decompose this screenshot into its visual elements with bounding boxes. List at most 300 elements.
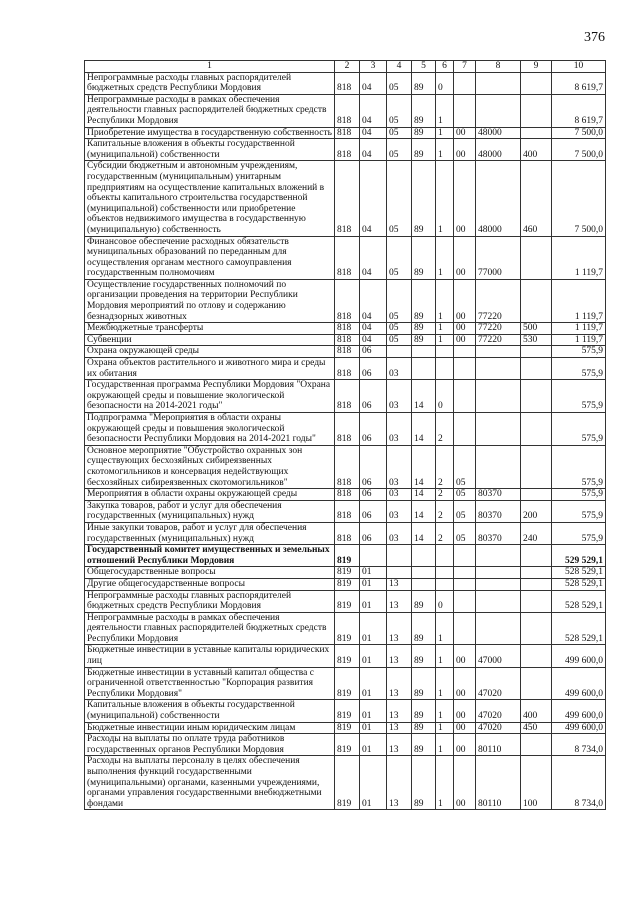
activity-cell: 05 [454,445,476,488]
program-cell: 14 [412,489,436,501]
ministry-code-cell: 819 [335,756,360,810]
item-name-cell: Охрана объектов растительного и животного мира и среды их обитания [85,358,335,380]
subprogram-cell [436,358,454,380]
direction-cell [476,380,521,413]
direction-cell [476,612,521,645]
activity-cell [454,346,476,358]
table-row [85,72,606,94]
subprogram-cell: 2 [436,522,454,544]
activity-cell: 00 [454,139,476,161]
subprogram-cell: 1 [436,94,454,127]
item-name-cell: Закупка товаров, работ и услуг для обеспечения государственных (муниципальных) нужд [85,500,335,522]
expense-type-cell: 200 [521,500,552,522]
program-cell: 89 [412,139,436,161]
subsection-cell: 13 [387,700,412,722]
table-row [85,722,606,734]
activity-cell [454,358,476,380]
program-cell: 89 [412,334,436,346]
ministry-code-cell: 818 [335,279,360,322]
amount-cell: 8 619,7 [552,94,606,127]
amount-cell: 575,9 [552,522,606,544]
amount-cell: 499 600,0 [552,700,606,722]
amount-cell: 528 529,1 [552,578,606,590]
direction-cell [476,413,521,446]
subsection-cell [387,545,412,567]
section-cell: 01 [360,645,387,667]
program-cell: 89 [412,323,436,335]
table-row [85,127,606,139]
program-cell: 89 [412,700,436,722]
subsection-cell: 03 [387,358,412,380]
amount-cell: 575,9 [552,380,606,413]
subprogram-cell: 1 [436,323,454,335]
activity-cell: 00 [454,722,476,734]
column-header: 10 [552,61,606,73]
expense-type-cell [521,346,552,358]
ministry-code-cell: 818 [335,323,360,335]
section-cell: 06 [360,489,387,501]
activity-cell [454,380,476,413]
ministry-code-cell: 818 [335,346,360,358]
activity-cell [454,413,476,446]
subprogram-cell: 1 [436,139,454,161]
section-cell: 06 [360,346,387,358]
section-cell: 01 [360,567,387,579]
subprogram-cell: 0 [436,380,454,413]
table-row [85,334,606,346]
ministry-code-cell: 819 [335,590,360,612]
item-name-cell: Бюджетные инвестиции иным юридическим лицам [85,722,335,734]
amount-cell: 8 734,0 [552,734,606,756]
direction-cell [476,72,521,94]
subsection-cell: 13 [387,578,412,590]
program-cell: 14 [412,413,436,446]
program-cell: 14 [412,380,436,413]
expense-type-cell: 460 [521,161,552,236]
expense-type-cell [521,358,552,380]
expense-type-cell: 400 [521,700,552,722]
ministry-code-cell: 818 [335,139,360,161]
program-cell: 89 [412,72,436,94]
direction-cell [476,94,521,127]
program-cell [412,545,436,567]
direction-cell [476,590,521,612]
section-cell: 06 [360,500,387,522]
item-name-cell: Государственный комитет имущественных и земельных отношений Республики Мордовия [85,545,335,567]
ministry-code-cell: 819 [335,722,360,734]
expense-type-cell: 240 [521,522,552,544]
expense-type-cell [521,94,552,127]
table-row [85,323,606,335]
subsection-cell: 13 [387,667,412,700]
expense-type-cell [521,734,552,756]
item-name-cell: Капитальные вложения в объекты государственной (муниципальной) собственности [85,139,335,161]
table-row [85,590,606,612]
subsection-cell: 05 [387,236,412,279]
column-header: 6 [436,61,454,73]
subsection-cell [387,346,412,358]
amount-cell: 1 119,7 [552,334,606,346]
ministry-code-cell: 818 [335,380,360,413]
section-cell: 04 [360,334,387,346]
ministry-code-cell: 819 [335,612,360,645]
amount-cell: 528 529,1 [552,612,606,645]
table-row [85,489,606,501]
item-name-cell: Финансовое обеспечение расходных обязательств муниципальных образований по переданным для осуществления органам местного самоуправления государственным полномочиям [85,236,335,279]
amount-cell: 528 529,1 [552,567,606,579]
amount-cell: 7 500,0 [552,139,606,161]
section-cell: 06 [360,413,387,446]
table-body [85,72,606,810]
ministry-code-cell: 819 [335,578,360,590]
activity-cell [454,567,476,579]
expense-type-cell [521,279,552,322]
ministry-code-cell: 818 [335,489,360,501]
activity-cell: 00 [454,645,476,667]
table-row [85,500,606,522]
direction-cell: 47000 [476,645,521,667]
subsection-cell: 03 [387,500,412,522]
program-cell: 89 [412,94,436,127]
column-header: 8 [476,61,521,73]
program-cell [412,578,436,590]
subprogram-cell: 1 [436,334,454,346]
amount-cell: 575,9 [552,500,606,522]
section-cell: 01 [360,667,387,700]
direction-cell: 80370 [476,489,521,501]
ministry-code-cell: 818 [335,334,360,346]
item-name-cell: Основное мероприятие "Обустройство охранных зон существующих бесхозяйных сибиреязвенных скотомогильников и консервация недействующих бесхозяйных сибиреязвенных скотомогильников" [85,445,335,488]
section-cell: 06 [360,522,387,544]
direction-cell: 48000 [476,161,521,236]
table-row [85,522,606,544]
activity-cell: 05 [454,500,476,522]
item-name-cell: Непрограммные расходы главных распорядителей бюджетных средств Республики Мордовия [85,590,335,612]
expense-type-cell [521,612,552,645]
amount-cell: 575,9 [552,413,606,446]
program-cell: 89 [412,161,436,236]
direction-cell [476,567,521,579]
ministry-code-cell: 819 [335,734,360,756]
subprogram-cell [436,545,454,567]
subprogram-cell [436,578,454,590]
direction-cell: 77220 [476,279,521,322]
direction-cell [476,445,521,488]
direction-cell: 47020 [476,700,521,722]
ministry-code-cell: 818 [335,127,360,139]
column-header: 7 [454,61,476,73]
subprogram-cell: 1 [436,756,454,810]
column-header: 3 [360,61,387,73]
subprogram-cell: 1 [436,612,454,645]
item-name-cell: Субсидии бюджетным и автономным учреждениям, государственным (муниципальным) унитарным предприятиям на осуществление капитальных вложений в объекты капитального строительства государственной (муниципальной) собственности или приобретение объектов недвижимого имущества в государственную (муниципальную) собственность [85,161,335,236]
subprogram-cell: 1 [436,667,454,700]
expense-type-cell [521,489,552,501]
activity-cell: 00 [454,334,476,346]
table-row [85,161,606,236]
direction-cell [476,358,521,380]
section-cell: 01 [360,612,387,645]
activity-cell: 00 [454,279,476,322]
subprogram-cell [436,567,454,579]
section-cell: 04 [360,279,387,322]
subprogram-cell: 1 [436,722,454,734]
ministry-code-cell: 818 [335,72,360,94]
subprogram-cell: 2 [436,489,454,501]
item-name-cell: Непрограммные расходы в рамках обеспечения деятельности главных распорядителей бюджетных средств Республики Мордовия [85,94,335,127]
item-name-cell: Подпрограмма "Мероприятия в области охраны окружающей среды и повышения экологической безопасности Республики Мордовия на 2014-2021 годы" [85,413,335,446]
section-cell: 06 [360,358,387,380]
program-cell: 89 [412,236,436,279]
amount-cell: 499 600,0 [552,722,606,734]
section-cell: 06 [360,445,387,488]
section-cell [360,545,387,567]
table-row [85,578,606,590]
table-row [85,734,606,756]
subsection-cell: 03 [387,522,412,544]
program-cell: 89 [412,722,436,734]
direction-cell: 47020 [476,667,521,700]
ministry-code-cell: 819 [335,645,360,667]
item-name-cell: Осуществление государственных полномочий по организации проведения на территории Республики Мордовия мероприятий по отлову и содержанию безнадзорных животных [85,279,335,322]
table-row [85,756,606,810]
ministry-code-cell: 818 [335,500,360,522]
table-row [85,346,606,358]
activity-cell [454,545,476,567]
section-cell: 01 [360,700,387,722]
activity-cell [454,612,476,645]
ministry-code-cell: 819 [335,545,360,567]
column-header: 2 [335,61,360,73]
amount-cell: 499 600,0 [552,645,606,667]
subprogram-cell: 0 [436,72,454,94]
expense-type-cell [521,445,552,488]
section-cell: 04 [360,139,387,161]
program-cell: 89 [412,590,436,612]
subsection-cell: 05 [387,72,412,94]
item-name-cell: Государственная программа Республики Мордовия "Охрана окружающей среды и повышение экологической безопасности на 2014-2021 годы" [85,380,335,413]
item-name-cell: Межбюджетные трансферты [85,323,335,335]
direction-cell: 77220 [476,323,521,335]
ministry-code-cell: 818 [335,522,360,544]
item-name-cell: Приобретение имущества в государственную собственность [85,127,335,139]
expense-type-cell [521,72,552,94]
subsection-cell: 05 [387,279,412,322]
direction-cell: 80370 [476,500,521,522]
subprogram-cell: 1 [436,127,454,139]
program-cell [412,346,436,358]
direction-cell: 80110 [476,756,521,810]
program-cell: 89 [412,612,436,645]
expense-type-cell: 450 [521,722,552,734]
section-cell: 04 [360,72,387,94]
table-row [85,139,606,161]
item-name-cell: Мероприятия в области охраны окружающей среды [85,489,335,501]
item-name-cell: Расходы на выплаты персоналу в целях обеспечения выполнения функций государственными (муниципальными) органами, казенными учреждениями, органами управления государственными внебюджетными фондами [85,756,335,810]
subprogram-cell: 2 [436,500,454,522]
amount-cell: 8 619,7 [552,72,606,94]
subsection-cell: 03 [387,380,412,413]
activity-cell: 00 [454,734,476,756]
activity-cell [454,578,476,590]
subprogram-cell: 1 [436,161,454,236]
expense-type-cell: 100 [521,756,552,810]
activity-cell: 00 [454,667,476,700]
table-row [85,380,606,413]
budget-table [84,60,606,810]
subsection-cell: 03 [387,413,412,446]
table-row [85,236,606,279]
program-cell [412,567,436,579]
expense-type-cell [521,236,552,279]
subprogram-cell: 1 [436,279,454,322]
expense-type-cell: 400 [521,139,552,161]
expense-type-cell [521,590,552,612]
expense-type-cell [521,667,552,700]
column-header: 4 [387,61,412,73]
program-cell [412,358,436,380]
expense-type-cell [521,127,552,139]
subsection-cell [387,567,412,579]
subprogram-cell: 1 [436,236,454,279]
subsection-cell: 03 [387,489,412,501]
activity-cell: 00 [454,323,476,335]
amount-cell: 529 529,1 [552,545,606,567]
activity-cell: 05 [454,522,476,544]
section-cell: 01 [360,734,387,756]
amount-cell: 575,9 [552,489,606,501]
program-cell: 89 [412,734,436,756]
section-cell: 01 [360,590,387,612]
subprogram-cell [436,346,454,358]
expense-type-cell [521,567,552,579]
subsection-cell: 05 [387,127,412,139]
subprogram-cell: 2 [436,445,454,488]
direction-cell [476,545,521,567]
table-header-row [85,61,606,73]
amount-cell: 528 529,1 [552,590,606,612]
section-cell: 01 [360,722,387,734]
subsection-cell: 03 [387,445,412,488]
amount-cell: 8 734,0 [552,756,606,810]
activity-cell: 00 [454,756,476,810]
direction-cell [476,578,521,590]
expense-type-cell [521,578,552,590]
program-cell: 89 [412,279,436,322]
table-row [85,413,606,446]
ministry-code-cell: 818 [335,94,360,127]
item-name-cell: Охрана окружающей среды [85,346,335,358]
section-cell: 04 [360,161,387,236]
item-name-cell: Капитальные вложения в объекты государственной (муниципальной) собственности [85,700,335,722]
program-cell: 14 [412,445,436,488]
amount-cell: 499 600,0 [552,667,606,700]
column-header: 5 [412,61,436,73]
direction-cell: 77000 [476,236,521,279]
activity-cell: 00 [454,161,476,236]
activity-cell: 05 [454,489,476,501]
item-name-cell: Другие общегосударственные вопросы [85,578,335,590]
direction-cell: 80110 [476,734,521,756]
subsection-cell: 05 [387,334,412,346]
program-cell: 89 [412,756,436,810]
subsection-cell: 05 [387,94,412,127]
subsection-cell: 13 [387,612,412,645]
expense-type-cell [521,645,552,667]
item-name-cell: Субвенции [85,334,335,346]
direction-cell: 48000 [476,127,521,139]
table-row [85,358,606,380]
column-header: 1 [85,61,335,73]
table-row [85,279,606,322]
item-name-cell: Непрограммные расходы главных распорядителей бюджетных средств Республики Мордовия [85,72,335,94]
table-row [85,545,606,567]
item-name-cell: Расходы на выплаты по оплате труда работников государственных органов Республики Мордовия [85,734,335,756]
subprogram-cell: 0 [436,590,454,612]
subprogram-cell: 1 [436,645,454,667]
expense-type-cell [521,545,552,567]
table-row [85,612,606,645]
amount-cell: 575,9 [552,445,606,488]
amount-cell: 7 500,0 [552,161,606,236]
ministry-code-cell: 818 [335,445,360,488]
page-number: 376 [584,30,605,45]
program-cell: 89 [412,645,436,667]
section-cell: 04 [360,236,387,279]
amount-cell: 7 500,0 [552,127,606,139]
subsection-cell: 13 [387,756,412,810]
table-row [85,567,606,579]
expense-type-cell: 530 [521,334,552,346]
table-row [85,445,606,488]
amount-cell: 1 119,7 [552,323,606,335]
activity-cell [454,72,476,94]
ministry-code-cell: 819 [335,667,360,700]
expense-type-cell [521,413,552,446]
item-name-cell: Общегосударственные вопросы [85,567,335,579]
subsection-cell: 13 [387,722,412,734]
item-name-cell: Иные закупки товаров, работ и услуг для обеспечения государственных (муниципальных) нужд [85,522,335,544]
amount-cell: 575,9 [552,346,606,358]
subprogram-cell: 1 [436,700,454,722]
direction-cell: 47020 [476,722,521,734]
activity-cell [454,590,476,612]
ministry-code-cell: 818 [335,358,360,380]
table-row [85,700,606,722]
direction-cell: 48000 [476,139,521,161]
program-cell: 89 [412,127,436,139]
activity-cell: 00 [454,127,476,139]
expense-type-cell: 500 [521,323,552,335]
program-cell: 89 [412,667,436,700]
section-cell: 04 [360,127,387,139]
section-cell: 01 [360,756,387,810]
direction-cell: 80370 [476,522,521,544]
subsection-cell: 05 [387,161,412,236]
ministry-code-cell: 818 [335,236,360,279]
subsection-cell: 05 [387,139,412,161]
section-cell: 06 [360,380,387,413]
ministry-code-cell: 819 [335,700,360,722]
direction-cell [476,346,521,358]
ministry-code-cell: 818 [335,413,360,446]
subprogram-cell: 1 [436,734,454,756]
amount-cell: 1 119,7 [552,279,606,322]
expense-type-cell [521,380,552,413]
activity-cell [454,94,476,127]
activity-cell: 00 [454,700,476,722]
subsection-cell: 13 [387,645,412,667]
